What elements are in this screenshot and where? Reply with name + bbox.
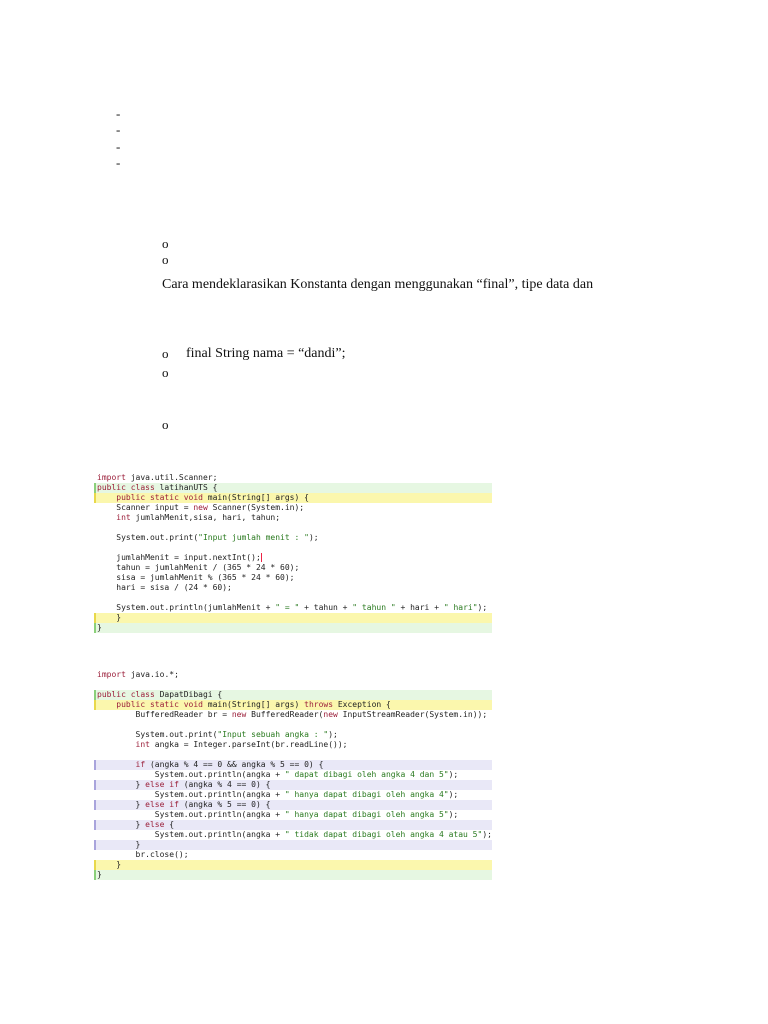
circle-bullet: o [162,346,169,361]
code-text: hari = sisa / (24 * 60); [97,583,232,592]
code-text: ); [328,730,338,739]
code-text: } [97,860,122,869]
code-text [97,513,116,522]
code-text: Exception { [333,700,391,709]
code-text: System.out.print( [97,730,218,739]
code-gutter-marker [94,700,96,710]
code-keyword: public static void [116,700,203,709]
code-string: " dapat dibagi oleh angka 4 dan 5" [284,770,449,779]
code-text [97,493,116,502]
code-gutter-marker [94,780,96,790]
code-line [94,720,492,730]
code-line [94,690,492,700]
code-text: + hari + [395,603,444,612]
code-keyword: else [145,820,165,829]
dash-bullet: - [116,122,121,137]
code-line [94,770,492,780]
code-text: ); [448,770,459,779]
code-line [94,553,492,563]
code-line [94,603,492,613]
code-gutter-marker [94,820,96,830]
code-text: ); [308,533,319,542]
code-text: jumlahMenit,sisa, hari, tahun; [130,513,281,522]
code-line [94,830,492,840]
code-line [94,583,492,593]
code-block-latihan-uts [94,473,492,633]
code-text: BufferedReader( [246,710,324,719]
circle-bullet: o [162,252,169,267]
code-keyword: int [116,513,131,522]
code-text: ); [448,810,459,819]
code-line [94,740,492,750]
code-text: System.out.println(angka + [97,810,285,819]
dash-bullet: - [116,139,121,154]
code-line [94,593,492,603]
code-gutter-marker [94,613,96,623]
code-string: " hanya dapat dibagi oleh angka 4" [284,790,449,799]
code-string: " hari" [443,603,478,612]
code-text: latihanUTS { [154,483,218,492]
code-keyword: new [231,710,247,719]
code-text: InputStreamReader(System.in)); [337,710,488,719]
code-gutter-marker [94,760,96,770]
code-gutter-marker [94,840,96,850]
code-text: ); [477,603,488,612]
code-gutter-marker [94,690,96,700]
code-line [94,513,492,523]
code-text: tahun = jumlahMenit / (365 * 24 * 60); [97,563,300,572]
code-text: System.out.println(jumlahMenit + [97,603,276,612]
code-block-dapat-dibagi [94,670,492,880]
code-text: } [97,613,122,622]
code-line [94,820,492,830]
code-text: { [164,820,175,829]
code-line [94,870,492,880]
code-text: (angka % 4 == 0) { [178,780,271,789]
paragraph-text: Cara mendeklarasikan Konstanta dengan menggunakan “final”, tipe data dan [162,277,594,292]
code-text: System.out.println(angka + [97,830,285,839]
code-keyword: else if [145,780,179,789]
code-text: ); [448,790,459,799]
code-keyword: else if [145,800,179,809]
code-text: + tahun + [299,603,353,612]
circle-bullet: o [162,236,169,251]
code-line [94,543,492,553]
code-gutter-marker [94,860,96,870]
code-text: Scanner(System.in); [207,503,305,512]
code-keyword: public class [97,690,155,699]
code-keyword: new [323,710,338,719]
code-text [97,740,136,749]
code-text: System.out.print( [97,533,199,542]
code-line [94,493,492,503]
dash-bullet: - [116,155,121,170]
code-text: } [97,780,146,789]
code-string: " hanya dapat dibagi oleh angka 5" [284,810,449,819]
code-line [94,573,492,583]
code-line [94,700,492,710]
dash-bullet: - [116,106,121,121]
circle-bullet: o [162,365,169,380]
code-text: main(String[] args) { [202,493,309,502]
code-line [94,850,492,860]
code-text: System.out.println(angka + [97,790,285,799]
code-string: " tahun " [352,603,396,612]
code-keyword: public static void [116,493,203,502]
code-text: (angka % 5 == 0) { [178,800,271,809]
code-gutter-marker [94,800,96,810]
code-text: Scanner input = [97,503,194,512]
code-gutter-marker [94,493,96,503]
code-text: } [97,800,146,809]
code-string: "Input jumlah menit : " [198,533,309,542]
code-line [94,670,492,680]
code-keyword: if [135,760,146,769]
code-gutter-marker [94,483,96,493]
code-keyword: import [97,473,126,482]
code-gutter-marker [94,623,96,633]
code-line [94,780,492,790]
code-text: } [97,820,146,829]
code-line [94,623,492,633]
list-item-text: final String nama = “dandi”; [186,346,346,361]
code-text [97,760,136,769]
code-line [94,613,492,623]
code-line [94,533,492,543]
code-text: DapatDibagi { [154,690,223,699]
code-line [94,483,492,493]
code-line [94,473,492,483]
code-line [94,680,492,690]
code-text: java.io.*; [125,670,179,679]
code-text: ); [482,830,492,839]
code-text: sisa = jumlahMenit % (365 * 24 * 60); [97,573,295,582]
code-line [94,730,492,740]
code-line [94,710,492,720]
code-text: BufferedReader br = [97,710,232,719]
code-line [94,860,492,870]
text-cursor [261,553,262,562]
code-line [94,750,492,760]
code-gutter-marker [94,870,96,880]
code-text: main(String[] args) [202,700,305,709]
code-keyword: import [97,670,126,679]
code-line [94,503,492,513]
code-text: System.out.println(angka + [97,770,285,779]
code-line [94,810,492,820]
code-keyword: public class [97,483,155,492]
code-string: "Input sebuah angka : " [217,730,329,739]
code-text: } [97,870,102,879]
code-text: jumlahMenit = input.nextInt(); [97,553,261,562]
code-keyword: new [193,503,208,512]
code-keyword: int [135,740,150,749]
code-line [94,840,492,850]
code-string: " = " [275,603,300,612]
code-line [94,760,492,770]
code-line [94,800,492,810]
code-text: } [97,623,102,632]
code-text [97,700,116,709]
circle-bullet: o [162,417,169,432]
code-line [94,563,492,573]
code-text: br.close(); [97,850,189,859]
code-string: " tidak dapat dibagi oleh angka 4 atau 5" [284,830,483,839]
code-keyword: throws [304,700,334,709]
code-text: } [97,840,141,849]
code-text: angka = Integer.parseInt(br.readLine()); [149,740,348,749]
code-line [94,523,492,533]
code-text: (angka % 4 == 0 && angka % 5 == 0) { [145,760,324,769]
code-line [94,790,492,800]
code-text: java.util.Scanner; [125,473,218,482]
